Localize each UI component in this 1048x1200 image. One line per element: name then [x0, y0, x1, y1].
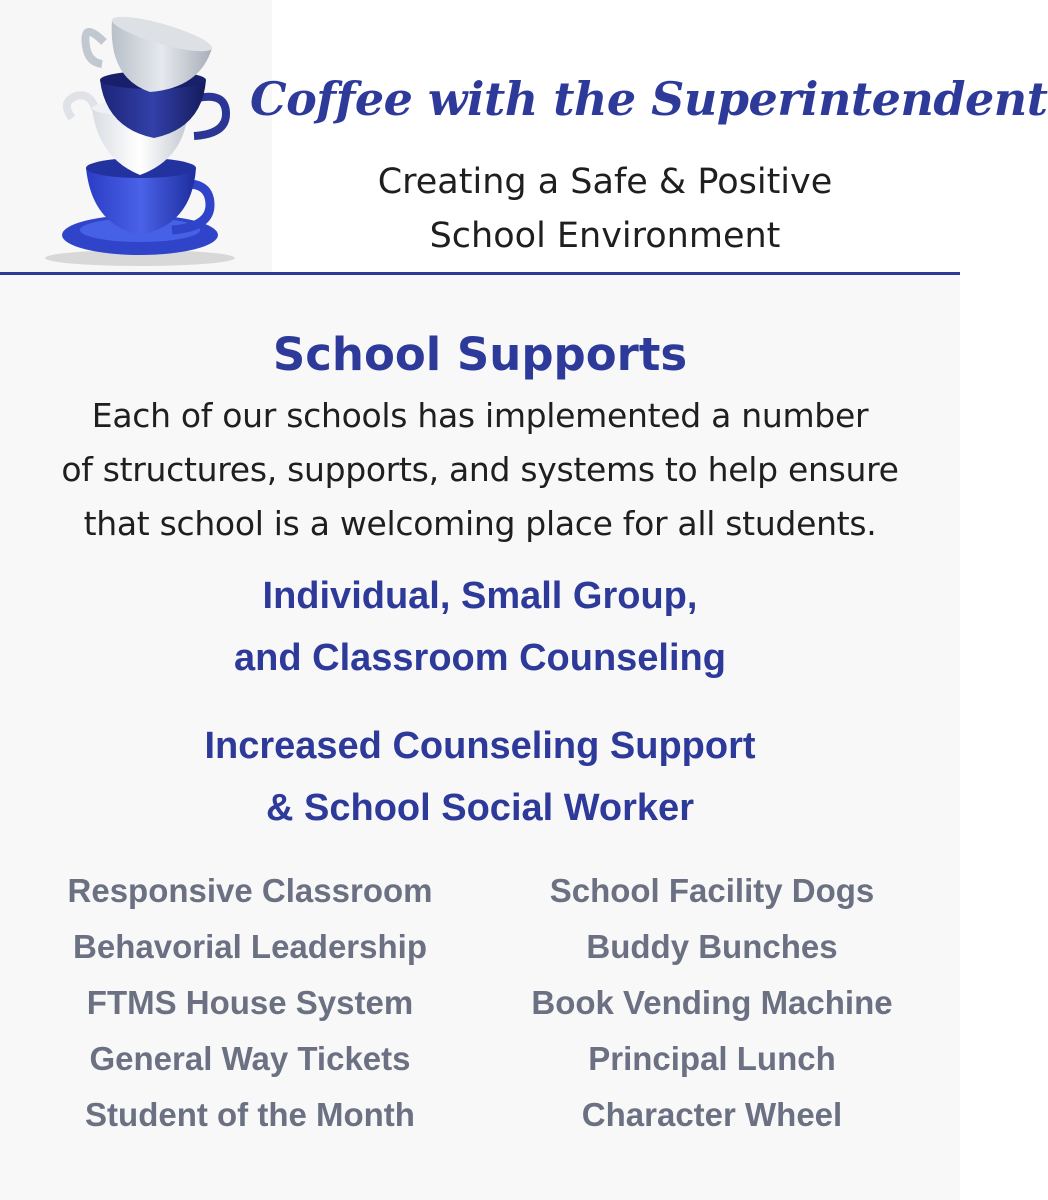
- support-heading-line-2: & School Social Worker: [266, 787, 694, 829]
- stacked-coffee-cups-image: [0, 0, 272, 272]
- header: [0, 0, 1048, 272]
- program-item: Responsive Classroom: [67, 872, 433, 909]
- program-item: School Facility Dogs: [549, 872, 875, 909]
- subtitle-line-2: School Environment: [429, 216, 781, 256]
- subtitle-line-1: Creating a Safe & Positive: [377, 162, 833, 202]
- program-item: Student of the Month: [85, 1096, 415, 1133]
- event-title: Coffee with the Superintendent: [250, 72, 1048, 126]
- program-item: General Way Tickets: [89, 1040, 411, 1077]
- intro-line-2: of structures, supports, and systems to help ensure: [61, 450, 899, 489]
- program-item: Buddy Bunches: [586, 928, 838, 965]
- intro-line-3: that school is a welcoming place for all students.: [83, 504, 877, 543]
- support-heading-line-1: Increased Counseling Support: [204, 725, 756, 767]
- main-content: [0, 275, 960, 1200]
- program-item: Book Vending Machine: [531, 984, 893, 1021]
- section-title: School Supports: [272, 328, 688, 381]
- counseling-heading-line-2: and Classroom Counseling: [234, 637, 726, 679]
- intro-line-1: Each of our schools has implemented a number: [91, 396, 869, 435]
- program-item: FTMS House System: [86, 984, 414, 1021]
- counseling-heading-line-1: Individual, Small Group,: [262, 575, 698, 617]
- program-item: Behavorial Leadership: [73, 928, 427, 965]
- program-item: Principal Lunch: [588, 1040, 836, 1077]
- program-item: Character Wheel: [581, 1096, 843, 1133]
